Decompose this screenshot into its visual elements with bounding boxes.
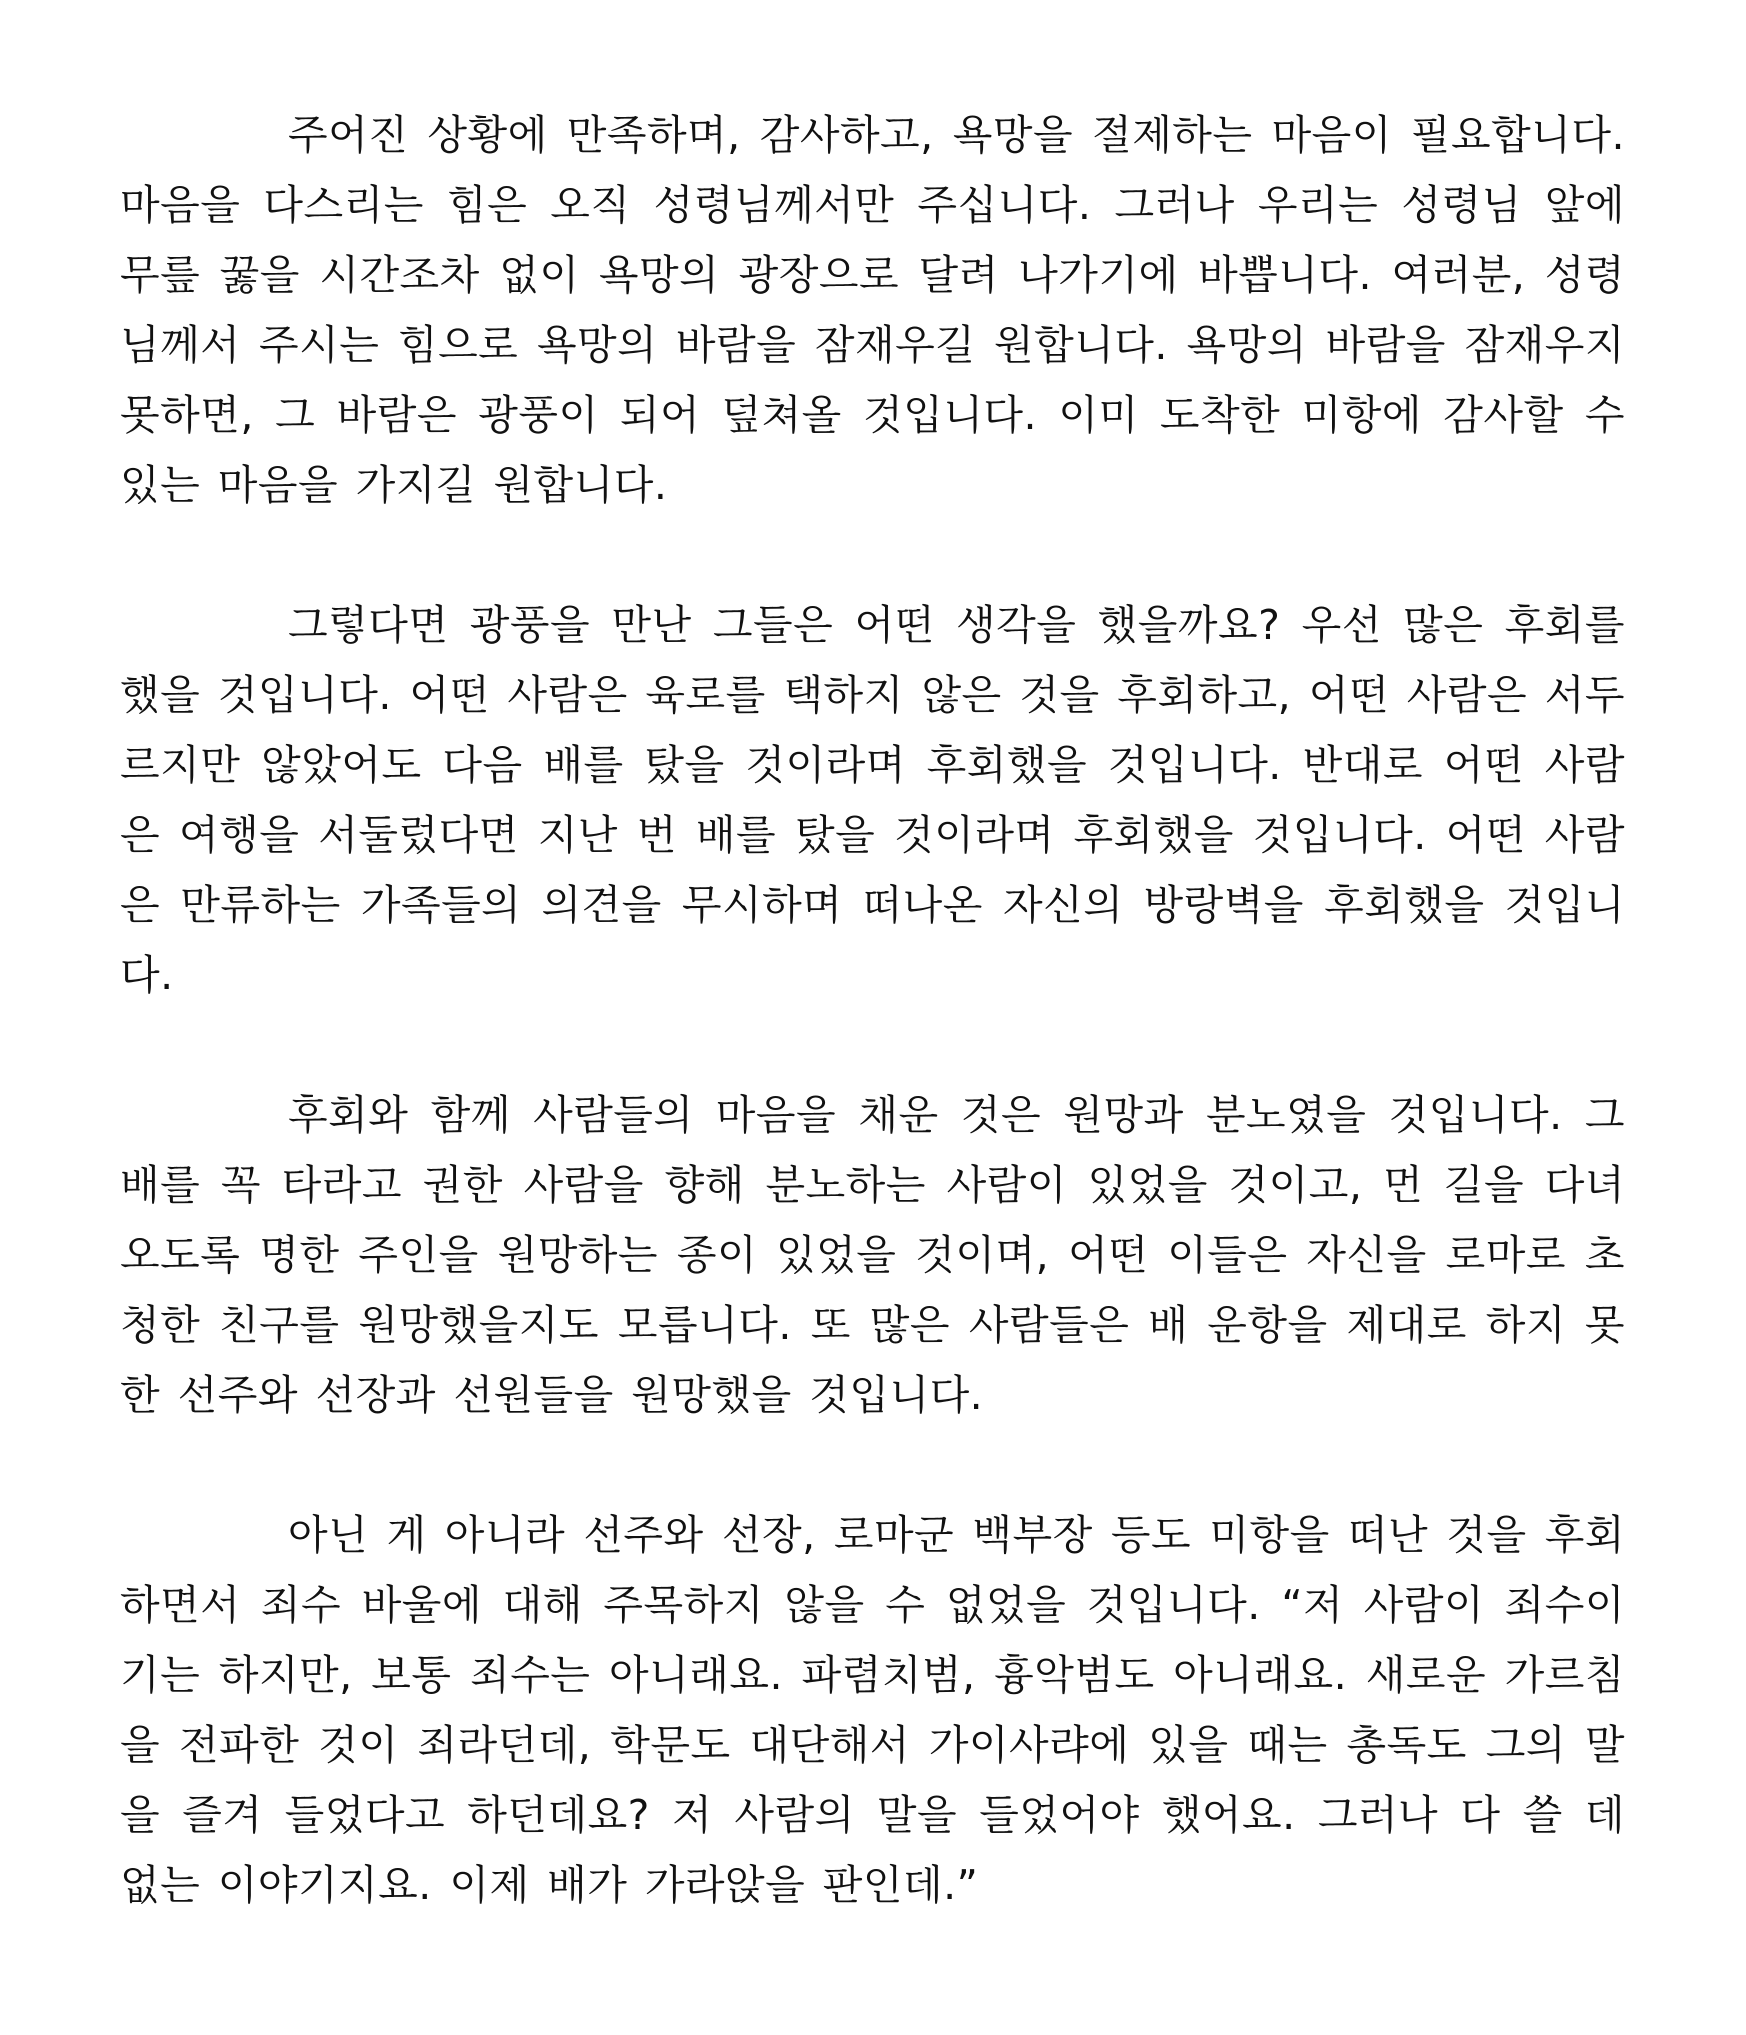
paragraph-2: 그렇다면 광풍을 만난 그들은 어떤 생각을 했을까요? 우선 많은 후회를 했을 것입니다. 어떤 사람은 육로를 택하지 않은 것을 후회하고, 어떤 사람은 서두르지만 않았어도 다음 배를 탔을 것이라며 후회했을 것입니다. 반대로 어떤 사람은 여행을 서둘렀다면 지난 번 배를 탔을 것이라며 후회했을 것입니다. 어떤 사람은 만류하는 가족들의 의견을 무시하며 떠나온 자신의 방랑벽을 후회했을 것입니다.: [120, 601, 1626, 999]
paragraph-4: 아닌 게 아니라 선주와 선장, 로마군 백부장 등도 미항을 떠난 것을 후회하면서 죄수 바울에 대해 주목하지 않을 수 없었을 것입니다. “저 사람이 죄수이기는 하지만, 보통 죄수는 아니래요. 파렴치범, 흉악범도 아니래요. 새로운 가르침을 전파한 것이 죄라던데, 학문도 대단해서 가이사랴에 있을 때는 총독도 그의 말을 즐겨 들었다고 하던데요? 저 사람의 말을 들었어야 했어요. 그러나 다 쓸 데 없는 이야기지요. 이제 배가 가라앉을 판인데.”: [120, 1511, 1626, 1909]
document-page: [120, 100, 1625, 1920]
paragraph-1: 주어진 상황에 만족하며, 감사하고, 욕망을 절제하는 마음이 필요합니다. 마음을 다스리는 힘은 오직 성령님께서만 주십니다. 그러나 우리는 성령님 앞에 무릎 꿇을 시간조차 없이 욕망의 광장으로 달려 나가기에 바쁩니다. 여러분, 성령님께서 주시는 힘으로 욕망의 바람을 잠재우길 원합니다. 욕망의 바람을 잠재우지 못하면, 그 바람은 광풍이 되어 덮쳐올 것입니다. 이미 도착한 미항에 감사할 수 있는 마음을 가지길 원합니다.: [120, 111, 1625, 509]
paragraph-3: 후회와 함께 사람들의 마음을 채운 것은 원망과 분노였을 것입니다. 그 배를 꼭 타라고 권한 사람을 향해 분노하는 사람이 있었을 것이고, 먼 길을 다녀오도록 명한 주인을 원망하는 종이 있었을 것이며, 어떤 이들은 자신을 로마로 초청한 친구를 원망했을지도 모릅니다. 또 많은 사람들은 배 운항을 제대로 하지 못한 선주와 선장과 선원들을 원망했을 것입니다.: [120, 1091, 1626, 1419]
